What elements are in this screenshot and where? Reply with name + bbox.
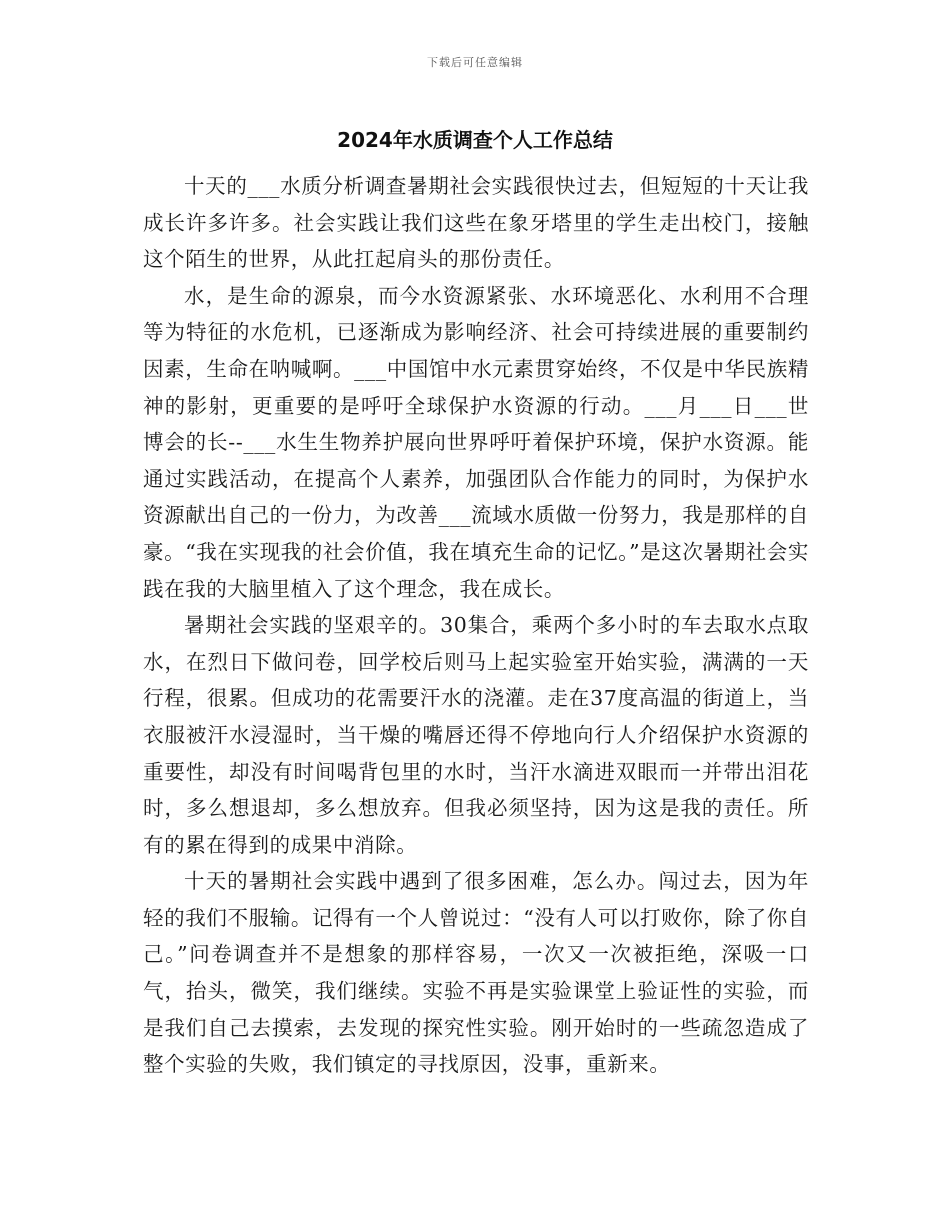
paragraph-1: 十天的___水质分析调查暑期社会实践很快过去，但短短的十天让我成长许多许多。社会实践让我们这些在象牙塔里的学生走出校门，接触这个陌生的世界，从此扛起肩头的那份责任。 (143, 174, 809, 272)
paragraph-3: 暑期社会实践的坚艰辛的。30集合，乘两个多小时的车去取水点取水，在烈日下做问卷，回学校后则马上起实验室开始实验，满满的一天行程，很累。但成功的花需要汗水的浇灌。走在37度高温的街道上，当衣服被汗水浸湿时，当干燥的嘴唇还得不停地向行人介绍保护水资源的重要性，却没有时间喝背包里的水时，当汗水滴进双眼而一并带出泪花时，多么想退却，多么想放弃。但我必须坚持，因为这是我的责任。所有的累在得到的成果中消除。 (143, 613, 809, 857)
header-note: 下载后可任意编辑 (427, 56, 523, 69)
document-title: 2024年水质调查个人工作总结 (337, 128, 613, 152)
document-body (143, 168, 809, 1083)
paragraph-4: 十天的暑期社会实践中遇到了很多困难，怎么办。闯过去，因为年轻的我们不服输。记得有一个人曾说过：“没有人可以打败你，除了你自己。”问卷调查并不是想象的那样容易，一次又一次被拒绝，深吸一口气，抬头，微笑，我们继续。实验不再是实验课堂上验证性的实验，而是我们自己去摸索，去发现的探究性实验。刚开始时的一些疏忽造成了整个实验的失败，我们镇定的寻找原因，没事，重新来。 (143, 869, 809, 1077)
paragraph-2: 水，是生命的源泉，而今水资源紧张、水环境恶化、水利用不合理等为特征的水危机，已逐渐成为影响经济、社会可持续进展的重要制约因素，生命在呐喊啊。___中国馆中水元素贯穿始终，不仅是中华民族精神的影射，更重要的是呼吁全球保护水资源的行动。___月___日___世博会的长--___水生生物养护展向世界呼吁着保护环境，保护水资源。能通过实践活动，在提高个人素养，加强团队合作能力的同时，为保护水资源献出自己的一份力，为改善___流域水质做一份努力，我是那样的自豪。“我在实现我的社会价值，我在填充生命的记忆。”是这次暑期社会实践在我的大脑里植入了这个理念，我在成长。 (143, 283, 810, 601)
